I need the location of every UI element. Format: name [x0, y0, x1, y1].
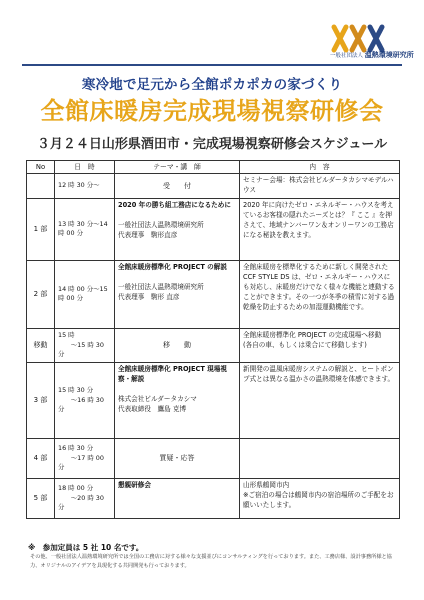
- row-content: [240, 478, 400, 518]
- table-row: [27, 260, 400, 328]
- row-content: [240, 362, 400, 438]
- content-line: 山形県鶴岡市内: [243, 480, 290, 489]
- row-theme: [115, 478, 240, 518]
- schedule-table: [26, 160, 400, 519]
- row-time: 15 時 30 分 ～16 時 30 分: [55, 362, 115, 438]
- theme-line: 一般社団法人温熱環境研究所: [118, 282, 204, 291]
- schedule-title: ３月２４日山形県酒田市・完成現場視察研修会スケジュール: [36, 137, 388, 152]
- page-title: 全館床暖房完成現場視察研修会: [40, 97, 384, 125]
- theme-line: 代表理事 駒形 直彦: [118, 292, 180, 301]
- table-row: [27, 174, 400, 199]
- theme-title: 全館床暖房標準化 PROJECT 現場視察・解説: [118, 364, 227, 383]
- theme-line: 代表取締役 鷹島 克博: [118, 404, 187, 413]
- capacity-note: ※ 参加定員は 5 社 10 名です。: [28, 543, 144, 552]
- theme-line: 受 付: [163, 181, 191, 190]
- content-line: 2020 年に向けたゼロ・エネルギー・ハウスを考えているお客様の隠れたニーズとは？『 ここ 』を押さえて、地域ナンバーワン＆オンリーワンの工務店になる秘訣を教えます。: [243, 200, 394, 239]
- row-content: [240, 328, 400, 362]
- content-line: ※ご宿泊の場合は鶴岡市内の宿泊場所のご手配をお願いいたします。: [243, 490, 394, 509]
- theme-line: 株式会社ビルダータカシマ: [118, 394, 197, 403]
- row-time: 15 時 ～15 時 30 分: [55, 328, 115, 362]
- row-time: 16 時 30 分 ～17 時 00 分: [55, 438, 115, 478]
- theme-line: 移 動: [163, 341, 191, 350]
- col-header-no: No: [27, 161, 55, 174]
- theme-line: 質疑・応答: [159, 454, 195, 463]
- row-content: [240, 260, 400, 328]
- table-header-row: [27, 161, 400, 174]
- theme-title: 全館床暖房標準化 PROJECT の解説: [118, 262, 227, 271]
- content-line: セミナー会場：株式会社ビルダータカシマモデルハウス: [243, 176, 394, 195]
- row-content: [240, 198, 400, 260]
- content-line: 新開発の温風床暖房システムの解説と、ヒートポンプ式とは異なる温かさの温熱環境を体感できます。: [243, 364, 395, 383]
- row-time: 14 時 00 分～15 時 00 分: [55, 260, 115, 328]
- col-header-time: 日 時: [55, 161, 115, 174]
- col-header-theme: テーマ・講 師: [115, 161, 240, 174]
- page-subtitle: 寒冷地で足元から全館ポカポカの家づくり: [81, 77, 343, 93]
- org-name: [330, 50, 414, 60]
- row-time: 12 時 30 分～: [55, 174, 115, 199]
- table-row: [27, 478, 400, 518]
- row-no: 4 部: [27, 438, 55, 478]
- row-theme: [115, 260, 240, 328]
- row-content: [240, 438, 400, 478]
- theme-line: 一般社団法人温熱環境研究所: [118, 220, 204, 229]
- table-row: [27, 328, 400, 362]
- table-row: [27, 438, 400, 478]
- row-no: 移動: [27, 328, 55, 362]
- row-no: 3 部: [27, 362, 55, 438]
- content-line: 全館床暖房を標準化するために新しく開発された CCF STYLE DS は、ゼロ・エネルギー・ハウスにも対応し、床暖房だけでなく様々な機能と連動することができます。その一つが冬季の積雪に対する過乾燥を防止するための加湿運動機能です。: [243, 262, 395, 311]
- theme-title: 2020 年の勝ち組工務店になるために: [118, 200, 231, 209]
- row-theme: [115, 198, 240, 260]
- row-content: [240, 174, 400, 199]
- content-line: 全館床暖房標準化 PROJECT の完成現場へ移動: [243, 330, 382, 339]
- table-row: [27, 362, 400, 438]
- row-theme: [115, 362, 240, 438]
- content-line: (各自の車、もしくは乗合にて移動します): [243, 340, 367, 349]
- row-no: [27, 174, 55, 199]
- org-name-small: 一般社団法人: [330, 53, 364, 59]
- row-no: 2 部: [27, 260, 55, 328]
- row-no: 1 部: [27, 198, 55, 260]
- org-name-main: 温熱環境研究所: [364, 51, 414, 59]
- theme-line: 代表理事 駒形直彦: [118, 230, 178, 239]
- footer-note: その他、一般社団法人温熱環境研究所では全国の工務店に対する様々な支援並びにコンサルティングを行っております。また、工務店様、設計事務所様と協力、オリジナルのアイデアを具現化する共同開発も行っております。: [30, 554, 392, 570]
- row-time: 18 時 00 分 ～20 時 30 分: [55, 478, 115, 518]
- row-theme: [115, 174, 240, 199]
- theme-title: 懇親研修会: [118, 480, 151, 489]
- table-row: [27, 198, 400, 260]
- col-header-content: 内 容: [240, 161, 400, 174]
- header-rule: [22, 64, 402, 66]
- row-time: 13 時 30 分～14 時 00 分: [55, 198, 115, 260]
- row-no: 5 部: [27, 478, 55, 518]
- row-theme: [115, 438, 240, 478]
- row-theme: [115, 328, 240, 362]
